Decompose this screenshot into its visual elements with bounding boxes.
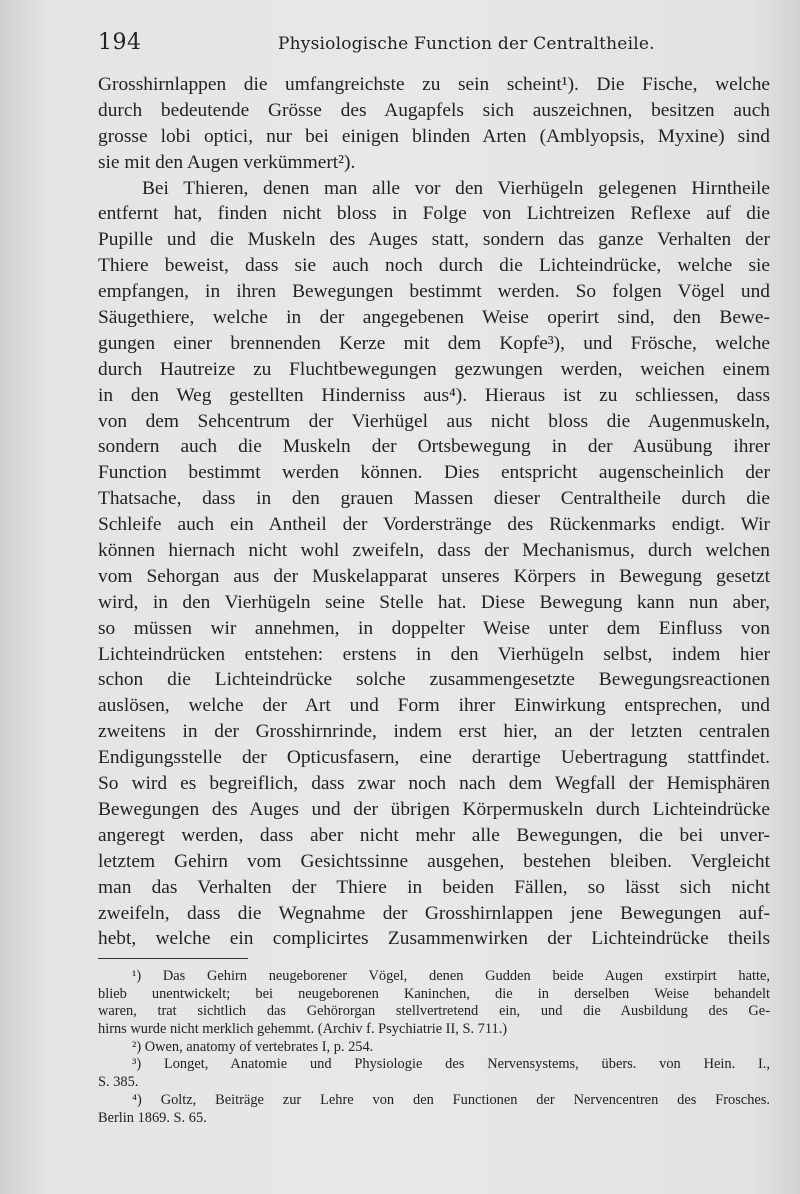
- text-line: wird, in den Vierhügeln seine Stelle hat. Diese Bewegung kann nun aber,: [98, 591, 770, 613]
- text-line: von dem Sehcentrum der Vierhügel aus nicht bloss die Augenmuskeln,: [98, 410, 770, 432]
- text-line: empfangen, in ihren Bewegungen bestimmt werden. So folgen Vögel und: [98, 281, 770, 303]
- text-line: sondern auch die Muskeln der Ortsbewegung in der Ausübung ihrer: [98, 436, 770, 458]
- footnote-line: waren, trat sichtlich das Gehörorgan stellvertretend ein, und die Ausbildung des Ge-: [98, 1003, 770, 1020]
- text-line: Lichteindrücken entstehen: erstens in den Vierhügeln selbst, indem hier: [98, 643, 770, 665]
- text-line: Schleife auch ein Antheil der Vorderstränge des Rückenmarks endigt. Wir: [98, 514, 770, 536]
- body-text: [98, 72, 770, 952]
- footnote-line: blieb unentwickelt; bei neugeborenen Kaninchen, die in derselben Weise behandelt: [98, 985, 770, 1002]
- footnotes: [98, 968, 770, 1127]
- text-line: können hiernach nicht wohl zweifeln, dass der Mechanismus, durch welchen: [98, 540, 770, 562]
- text-line: durch Hautreize zu Fluchtbewegungen gezwungen werden, weichen einem: [98, 358, 770, 380]
- footnote-line: Berlin 1869. S. 65.: [98, 1109, 207, 1126]
- text-line: in den Weg gestellten Hinderniss aus⁴). Hieraus ist zu schliessen, dass: [98, 384, 770, 406]
- text-line: entfernt hat, finden nicht bloss in Folge von Lichtreizen Reflexe auf die: [98, 203, 770, 225]
- text-line: Thatsache, dass in den grauen Massen dieser Centraltheile durch die: [98, 488, 770, 510]
- text-line: vom Sehorgan aus der Muskelapparat unseres Körpers in Bewegung gesetzt: [98, 565, 770, 587]
- text-line: angeregt werden, dass aber nicht mehr alle Bewegungen, die bei unver-: [98, 824, 770, 846]
- text-line: Endigungsstelle der Opticusfasern, eine derartige Uebertragung stattfindet.: [98, 747, 770, 769]
- text-line: gungen einer brennenden Kerze mit dem Kopfe³), und Frösche, welche: [98, 332, 770, 354]
- text-line: hebt, welche ein complicirtes Zusammenwirken der Lichteindrücke theils: [98, 928, 770, 950]
- footnote-line: S. 385.: [98, 1074, 139, 1091]
- footnote-line: ³) Longet, Anatomie und Physiologie des Nervensystems, übers. von Hein. I.,: [132, 1056, 770, 1073]
- footnote-rule: [98, 958, 248, 959]
- footnote-line: ¹) Das Gehirn neugeborener Vögel, denen Gudden beide Augen exstirpirt hatte,: [132, 968, 770, 984]
- text-line: Thiere beweist, dass sie auch noch durch die Lichteindrücke, welche sie: [98, 255, 770, 277]
- text-line: so müssen wir annehmen, in doppelter Weise unter dem Einfluss von: [98, 617, 770, 639]
- text-line: zweifeln, dass die Wegnahme der Grosshirnlappen jene Bewegungen auf-: [98, 902, 770, 924]
- text-line: zweitens in der Grosshirnrinde, indem erst hier, an der letzten centralen: [98, 721, 770, 743]
- text-line: man das Verhalten der Thiere in beiden Fällen, so lässt sich nicht: [98, 876, 770, 898]
- text-line: Bewegungen des Auges und der übrigen Körpermuskeln durch Lichteindrücke: [98, 798, 770, 820]
- text-line: So wird es begreiflich, dass zwar noch nach dem Wegfall der Hemisphären: [98, 773, 770, 795]
- text-line: letztem Gehirn vom Gesichtssinne ausgehen, bestehen bleiben. Vergleicht: [98, 850, 770, 872]
- running-title: Physiologische Function der Centraltheile.: [278, 34, 655, 54]
- footnote-line: ⁴) Goltz, Beiträge zur Lehre von den Functionen der Nervencentren des Frosches.: [132, 1091, 770, 1108]
- page-number: 194: [98, 30, 142, 55]
- text-line: Function bestimmt werden können. Dies entspricht augenscheinlich der: [98, 462, 770, 484]
- text-line: sie mit den Augen verkümmert²).: [98, 151, 356, 173]
- text-line: Pupille und die Muskeln des Auges statt, sondern das ganze Verhalten der: [98, 229, 770, 251]
- text-line: durch bedeutende Grösse des Augapfels sich auszeichnen, besitzen auch: [98, 99, 770, 121]
- footnote-line: hirns wurde nicht merklich gehemmt. (Archiv f. Psychiatrie II, S. 711.): [98, 1021, 508, 1038]
- footnote-line: ²) Owen, anatomy of vertebrates I, p. 254.: [132, 1038, 374, 1055]
- text-line: Bei Thieren, denen man alle vor den Vierhügeln gelegenen Hirntheile: [142, 177, 770, 199]
- text-line: Grosshirnlappen die umfangreichste zu sein scheint¹). Die Fische, welche: [98, 74, 770, 95]
- text-line: schon die Lichteindrücke solche zusammengesetzte Bewegungsreactionen: [98, 669, 770, 691]
- text-line: grosse lobi optici, nur bei einigen blinden Arten (Amblyopsis, Myxine) sind: [98, 125, 770, 147]
- text-line: auslösen, welche der Art und Form ihrer Einwirkung entsprechen, und: [98, 695, 770, 717]
- page-header: [98, 30, 770, 64]
- text-line: Säugethiere, welche in der angegebenen Weise operirt sind, den Bewe-: [98, 307, 770, 329]
